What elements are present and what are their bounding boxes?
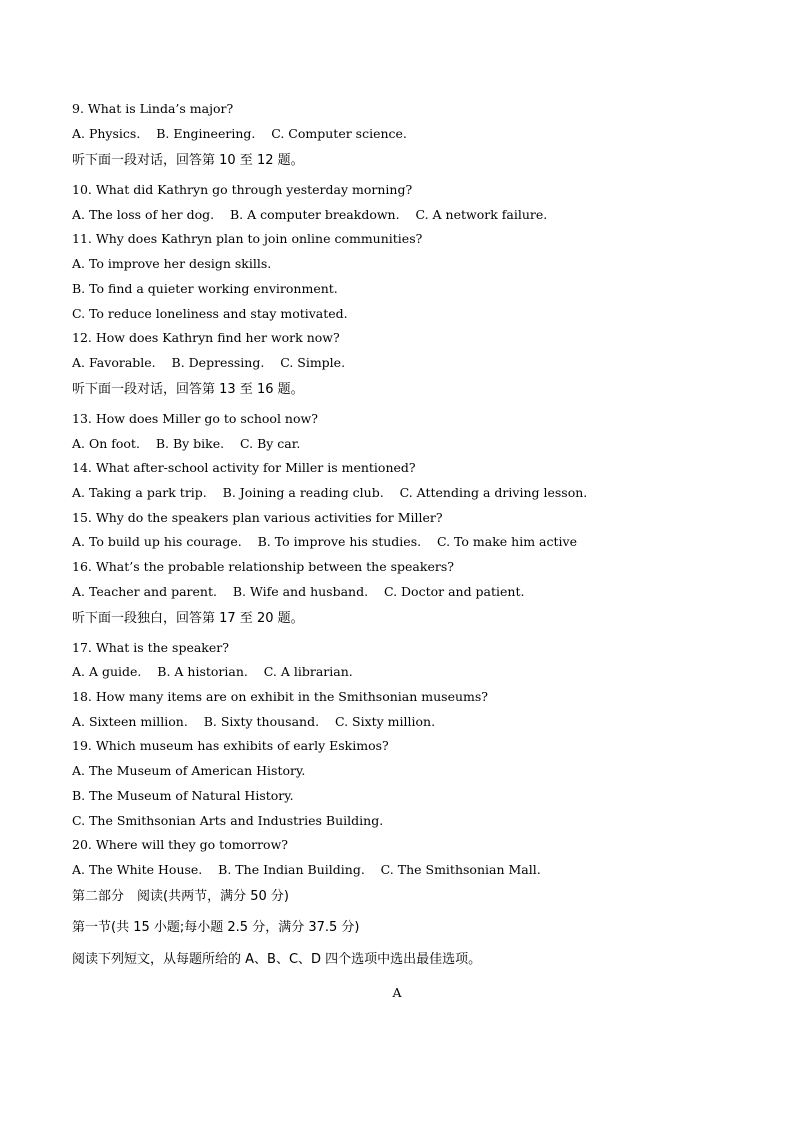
question-9-options: A. Physics. B. Engineering. C. Computer science. bbox=[72, 126, 407, 141]
question-20-options: A. The White House. B. The Indian Building. C. The Smithsonian Mall. bbox=[72, 862, 541, 877]
question-16: 16. What’s the probable relationship between the speakers? bbox=[72, 559, 454, 574]
question-17-options: A. A guide. B. A historian. C. A librarian. bbox=[72, 664, 353, 679]
passage-label: A bbox=[392, 985, 402, 1000]
question-20: 20. Where will they go tomorrow? bbox=[72, 837, 288, 852]
section-instruction: 听下面一段对话，回答第 10 至 12 题。 bbox=[72, 153, 304, 168]
question-11: 11. Why does Kathryn plan to join online communities? bbox=[72, 231, 423, 246]
section-instruction: 听下面一段对话，回答第 13 至 16 题。 bbox=[72, 382, 304, 397]
question-9: 9. What is Linda’s major? bbox=[72, 101, 234, 116]
question-17: 17. What is the speaker? bbox=[72, 640, 229, 655]
question-14: 14. What after-school activity for Miller is mentioned? bbox=[72, 460, 416, 475]
reading-instruction: 阅读下列短文，从每题所给的 A、B、C、D 四个选项中选出最佳选项。 bbox=[72, 952, 482, 967]
part-two-heading: 第二部分 阅读(共两节，满分 50 分) bbox=[72, 889, 289, 904]
question-10-options: A. The loss of her dog. B. A computer breakdown. C. A network failure. bbox=[72, 207, 548, 222]
question-13-options: A. On foot. B. By bike. C. By car. bbox=[72, 436, 301, 451]
question-19-option-c: C. The Smithsonian Arts and Industries Building. bbox=[72, 813, 384, 828]
question-19-option-a: A. The Museum of American History. bbox=[72, 763, 306, 778]
question-11-option-b: B. To find a quieter working environment. bbox=[72, 281, 338, 296]
question-12: 12. How does Kathryn find her work now? bbox=[72, 330, 340, 345]
question-15-options: A. To build up his courage. B. To improve his studies. C. To make him active bbox=[72, 534, 577, 549]
question-19-option-b: B. The Museum of Natural History. bbox=[72, 788, 294, 803]
question-19: 19. Which museum has exhibits of early Eskimos? bbox=[72, 738, 389, 753]
question-14-options: A. Taking a park trip. B. Joining a reading club. C. Attending a driving lesson. bbox=[72, 485, 588, 500]
question-11-option-a: A. To improve her design skills. bbox=[72, 256, 272, 271]
question-18: 18. How many items are on exhibit in the Smithsonian museums? bbox=[72, 689, 488, 704]
section-instruction: 听下面一段独白，回答第 17 至 20 题。 bbox=[72, 611, 304, 626]
question-10: 10. What did Kathryn go through yesterday morning? bbox=[72, 182, 413, 197]
question-16-options: A. Teacher and parent. B. Wife and husband. C. Doctor and patient. bbox=[72, 584, 525, 599]
section-one-heading: 第一节(共 15 小题;每小题 2.5 分，满分 37.5 分) bbox=[72, 920, 360, 935]
question-11-option-c: C. To reduce loneliness and stay motivated. bbox=[72, 306, 348, 321]
question-12-options: A. Favorable. B. Depressing. C. Simple. bbox=[72, 355, 346, 370]
question-15: 15. Why do the speakers plan various activities for Miller? bbox=[72, 510, 443, 525]
question-13: 13. How does Miller go to school now? bbox=[72, 411, 318, 426]
question-18-options: A. Sixteen million. B. Sixty thousand. C. Sixty million. bbox=[72, 714, 436, 729]
